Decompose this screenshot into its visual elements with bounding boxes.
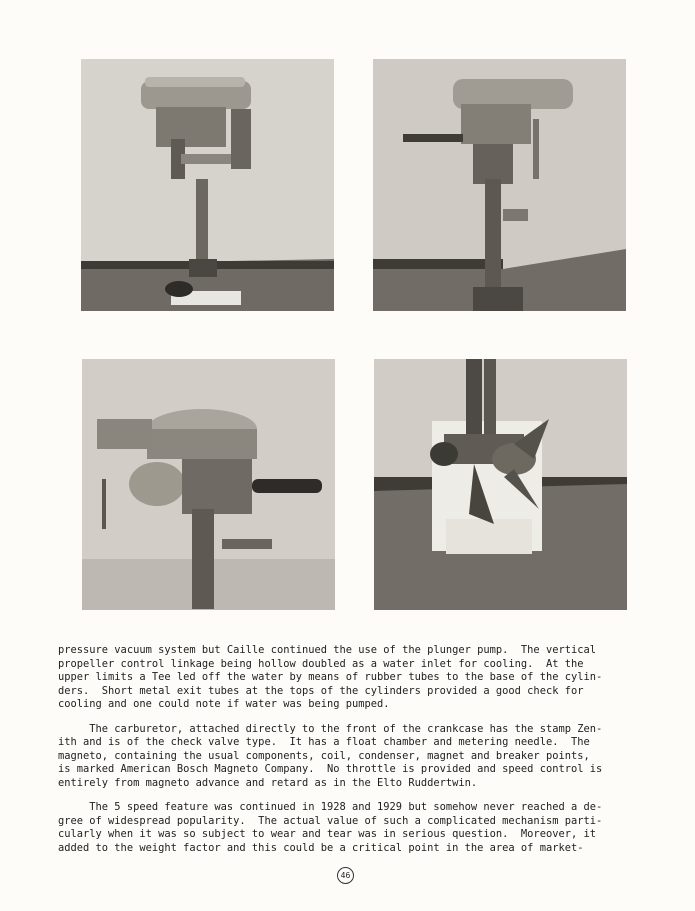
text-line: cularly when it was so subject to wear and tear was in serious question. Moreover, it [58,828,596,840]
photo-outboard-motor-side-view [373,59,626,311]
paragraph [58,644,648,712]
text-line: propeller control linkage being hollow doubled as a water inlet for cooling. At the [58,657,584,670]
text-line: upper limits a Tee led off the water by means of rubber tubes to the base of the cylin- [58,671,603,683]
text-line: ders. Short metal exit tubes at the tops of the cylinders provided a good check for [58,684,584,697]
text-line: pressure vacuum system but Caille continued the use of the plunger pump. The vertical [58,644,596,656]
text-line: entirely from magneto advance and retard as in the Elto Ruddertwin. [58,776,478,789]
text-line: cooling and one could note if water was being pumped. [58,698,390,710]
text-line: added to the weight factor and this could be a critical point in the area of market- [58,841,584,854]
text-line: is marked American Bosch Magneto Company. No throttle is provided and speed control is [58,763,603,775]
text-line: gree of widespread popularity. The actual value of such a complicated mechanism parti- [58,814,603,827]
text-line: magneto, containing the usual components, coil, condenser, magnet and breaker points, [58,749,590,762]
photo-outboard-motor-front-view [81,59,334,311]
body-text [58,644,648,855]
photo-outboard-motor-lower-unit-propeller [374,359,627,610]
paragraph [58,723,648,791]
photo-outboard-motor-engine-closeup [82,359,335,610]
paragraph [58,801,648,855]
text-line: ith and is of the check valve type. It has a float chamber and metering needle. The [58,736,590,748]
page-number: 46 [337,867,354,884]
text-line: The carburetor, attached directly to the front of the crankcase has the stamp Zen- [58,722,603,735]
text-line: The 5 speed feature was continued in 1928 and 1929 but somehow never reached a de- [58,801,603,813]
